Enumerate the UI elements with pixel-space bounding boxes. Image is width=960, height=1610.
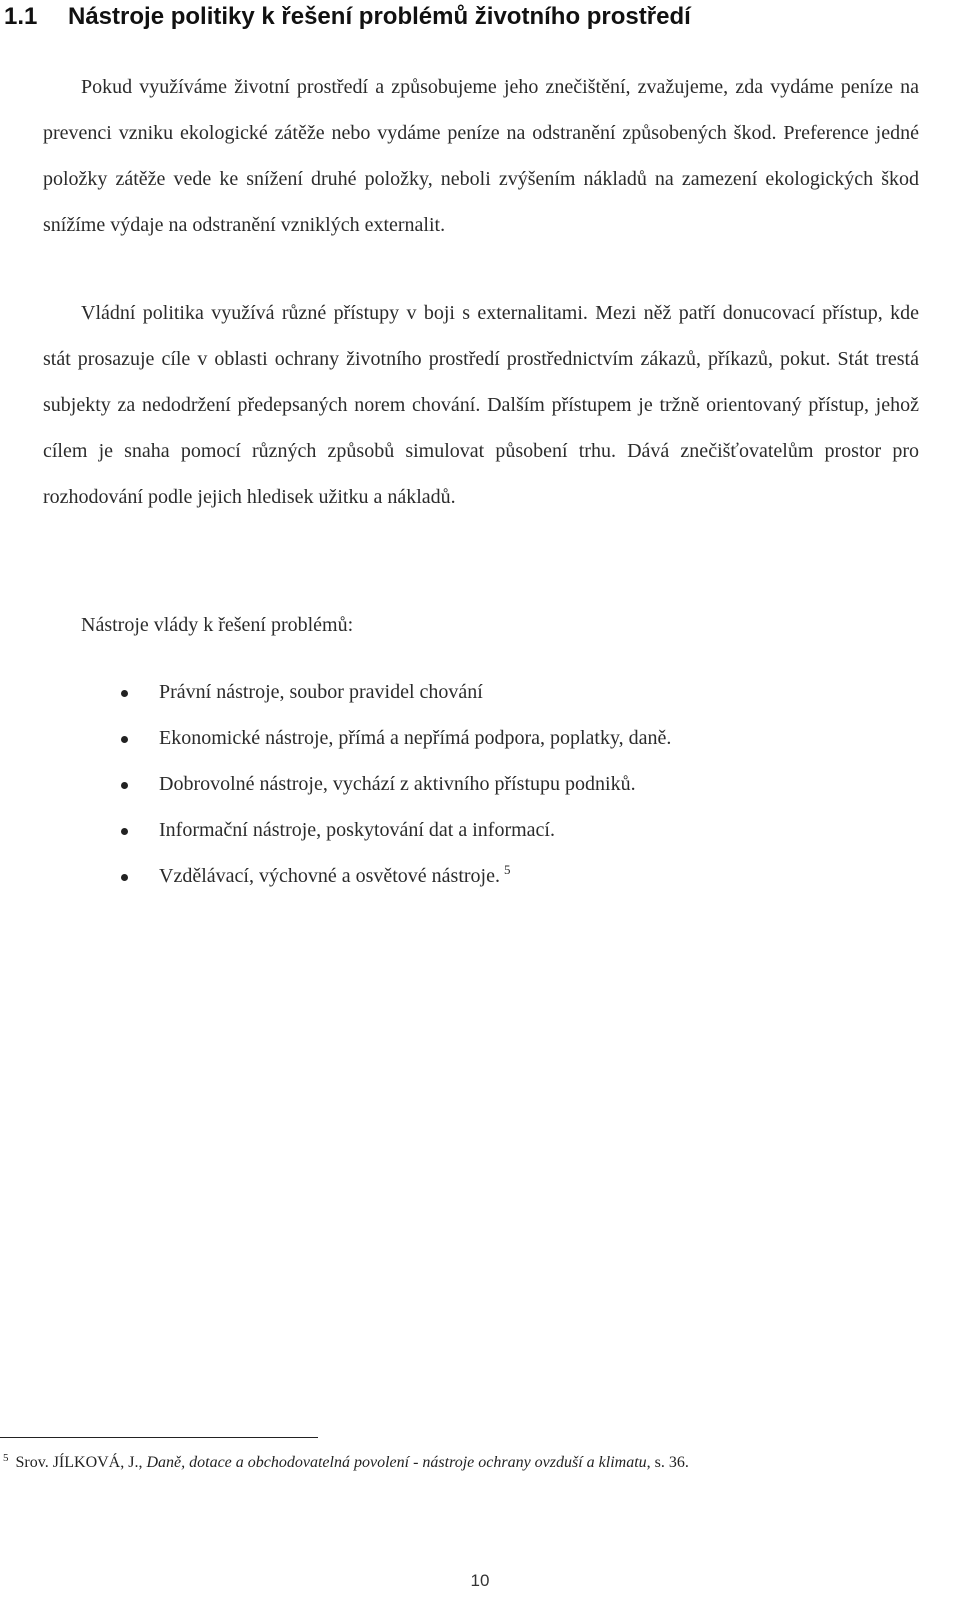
footnote [3, 1444, 913, 1482]
footnote-suffix: , s. 36. [646, 1454, 689, 1471]
list-item-text: Právní nástroje, soubor pravidel chování [159, 681, 483, 703]
tools-list [0, 677, 960, 907]
list-item [0, 677, 960, 723]
list-item-text: Dobrovolné nástroje, vychází z aktivního přístupu podniků. [159, 773, 636, 795]
section-title: Nástroje politiky k řešení problémů životního prostředí [68, 3, 691, 30]
footnote-prefix: Srov. JÍLKOVÁ, J., [15, 1454, 147, 1471]
list-item [0, 815, 960, 861]
list-item-with-footnote [159, 861, 510, 891]
list-item [0, 861, 960, 907]
footnote-reference[interactable]: 5 [503, 862, 511, 878]
paragraph-1: Pokud využíváme životní prostředí a způsobujeme jeho znečištění, zvažujeme, zda vydáme peníze na prevenci vzniku ekologické zátěže nebo vydáme peníze na odstranění způsobených škod. Preference jedné položky zátěže vede ke snížení druhé položky, neboli zvýšením nákladů na zamezení ekologických škod snížíme výdaje na odstranění vzniklých externalit. [43, 76, 919, 236]
list-item [0, 769, 960, 815]
footnote-number: 5 [3, 1451, 9, 1464]
tools-heading: Nástroje vlády k řešení problémů: [81, 614, 354, 636]
footnote-separator [0, 1437, 318, 1438]
section-number: 1.1 [4, 3, 38, 30]
section-heading [4, 2, 691, 32]
list-item [0, 723, 960, 769]
bullet-icon [121, 782, 128, 789]
list-item-text: Vzdělávací, výchovné a osvětové nástroje. [159, 865, 500, 887]
bullet-icon [121, 874, 128, 881]
bullet-icon [121, 736, 128, 743]
page-number: 10 [470, 1571, 490, 1590]
bullet-icon [121, 828, 128, 835]
list-item-text: Informační nástroje, poskytování dat a informací. [159, 819, 555, 841]
footnote-source-title: Daně, dotace a obchodovatelná povolení - nástroje ochrany ovzduší a klimatu [146, 1454, 647, 1471]
paragraph-2: Vládní politika využívá různé přístupy v boji s externalitami. Mezi něž patří donucovací přístup, kde stát prosazuje cíle v oblasti ochrany životního prostředí prostřednictvím zákazů, příkazů, pokut. Stát trestá subjekty za nedodržení předepsaných norem chování. Dalším přístupem je tržně orientovaný přístup, jehož cílem je snaha pomocí různých způsobů simulovat působení trhu. Dává znečišťovatelům prostor pro rozhodování podle jejich hledisek užitku a nákladů. [43, 302, 919, 508]
list-item-text: Ekonomické nástroje, přímá a nepřímá podpora, poplatky, daně. [159, 727, 672, 749]
bullet-icon [121, 690, 128, 697]
